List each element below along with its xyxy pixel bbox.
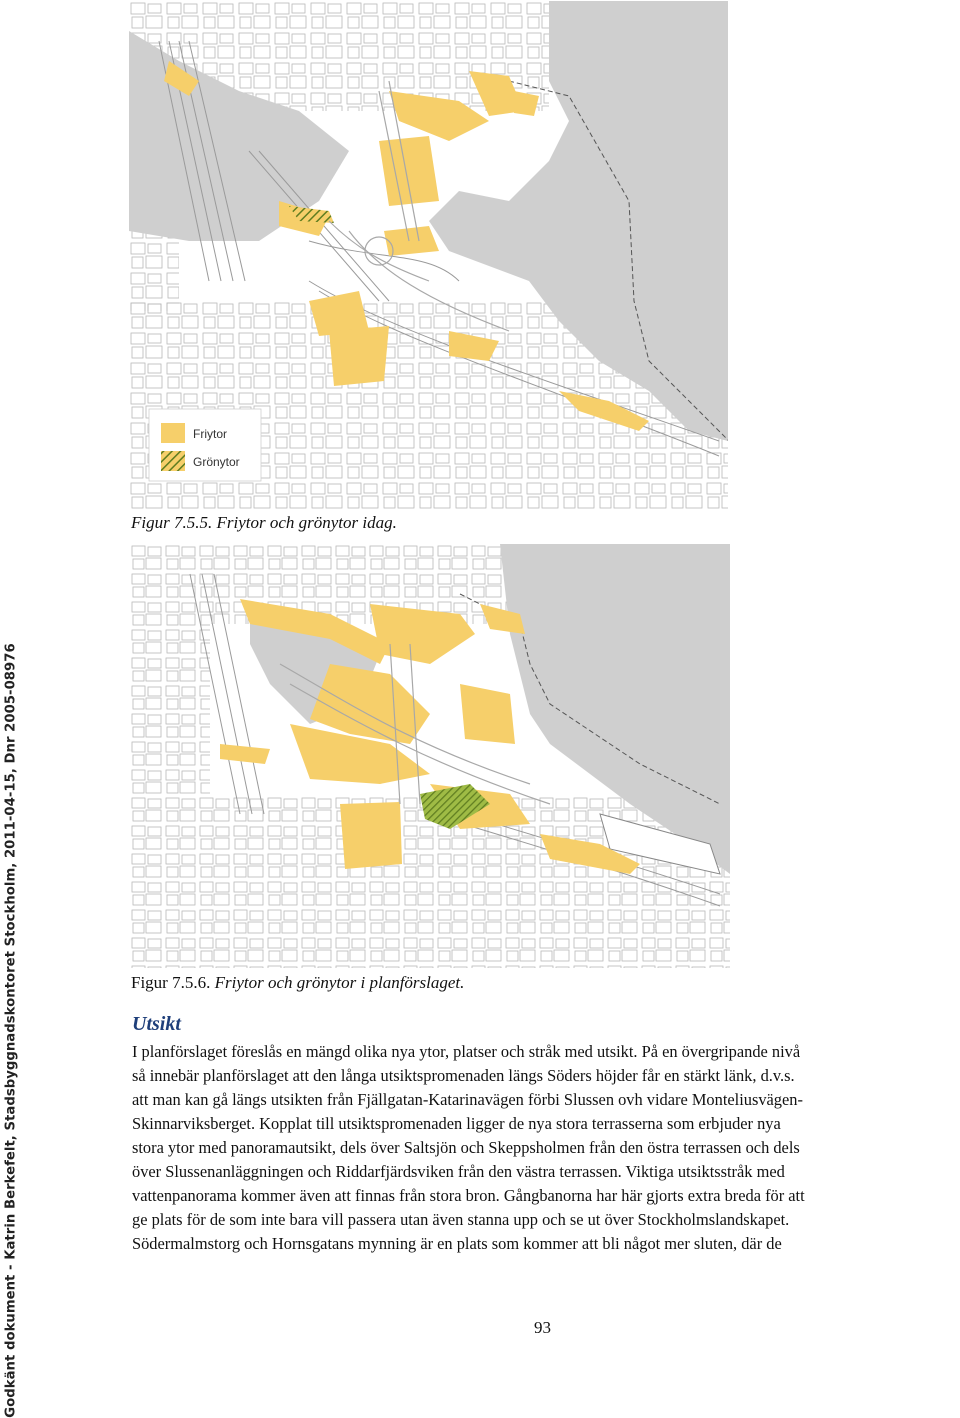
figure-caption-2-body: Friytor och grönytor i planförslaget. [214,973,465,992]
body-line: Skinnarviksberget. Kopplat till utsiktspromenaden ligger de nya stora terrasserna som erbjuder nya [132,1114,781,1133]
figure-caption-2 [131,973,464,993]
legend-label-gronytor: Grönytor [193,455,240,469]
body-line: ge plats för de som inte bara vill passera utan även stanna upp och se ut över Stockholmslandskapet. [132,1210,790,1229]
body-line: I planförslaget föreslås en mängd olika nya ytor, platser och stråk med utsikt. På en övergripande nivå [132,1042,801,1061]
map-plan-proposal-drawing [130,544,730,968]
body-line: vattenpanorama kommer även att finnas från stora bron. Gångbanorna har här gjorts extra breda för att [132,1186,805,1205]
body-line: stora ytor med panoramautsikt, dels över Saltsjön och Skeppsholmen från den östra terrassen och dels [132,1138,800,1157]
map-plan-proposal [130,544,730,968]
map-current-state-drawing [129,1,728,511]
map-current-state [129,1,728,511]
body-line: Södermalmstorg och Hornsgatans mynning är en plats som kommer att bli något mer sluten, där de [132,1234,782,1253]
figure-caption-1: Figur 7.5.5. Friytor och grönytor idag. [131,513,397,532]
legend-label-friytor: Friytor [193,427,227,441]
page-number: 93 [534,1318,551,1337]
section-heading: Utsikt [132,1013,181,1035]
approval-stamp [2,643,20,1418]
figure-caption-2-prefix: Figur 7.5.6. [131,973,215,992]
map-legend [149,409,261,481]
approval-stamp-text: Godkänt dokument - Katrin Berkefelt, Stadsbyggnadskontoret Stockholm, 2011-04-15, Dnr 2005-08976 [3,643,19,1418]
body-line: så innebär planförslaget att den långa utsiktspromenaden längs Söders höjder får en stärkt länk, d.v.s. [132,1066,795,1085]
body-line: över Slussenanläggningen och Riddarfjärdsviken från den västra terrassen. Viktiga utsiktsstråk med [132,1162,785,1181]
body-line: att man kan gå längs utsikten från Fjällgatan-Katarinavägen förbi Slussen ovh vidare Monteliusvägen- [132,1090,803,1109]
